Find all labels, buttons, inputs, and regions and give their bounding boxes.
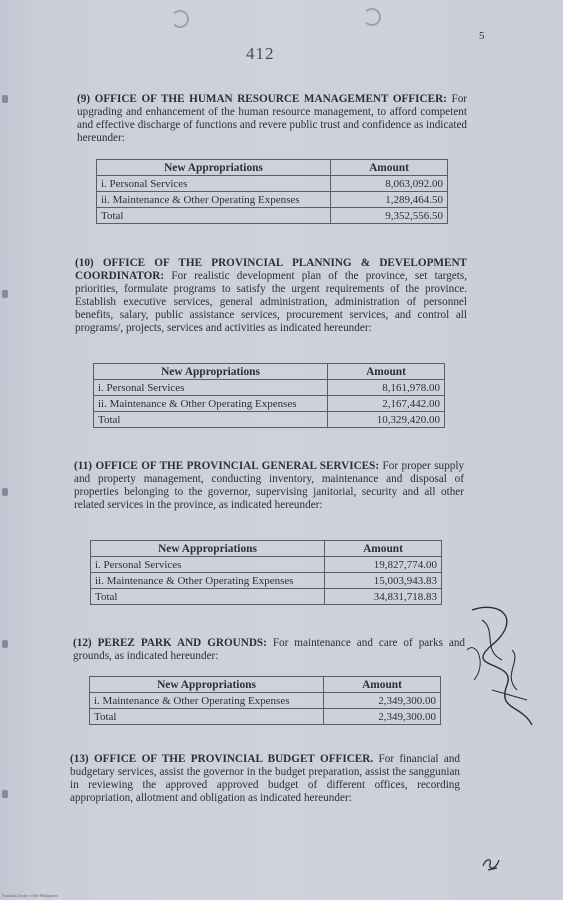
section-10 (75, 257, 467, 335)
binding-mark-icon (2, 290, 8, 298)
section-text: For upgrading and enhancement of the human resource management, to afford competent and effective discharge of functions and revere public trust and confidence as indicated hereunder: (77, 93, 468, 144)
section-12 (73, 637, 465, 663)
section-text: For maintenance and care of parks and grounds, as indicated hereunder: (73, 637, 466, 662)
punch-hole-icon (171, 10, 189, 28)
binding-mark-icon (2, 488, 8, 496)
table-row: Total 9,352,556.50 (97, 208, 448, 224)
appropriations-table (96, 159, 448, 224)
table-row: ii. Maintenance & Other Operating Expenses 15,003,943.83 (91, 573, 442, 589)
column-header: New Appropriations (90, 677, 324, 693)
table-row: i. Personal Services 8,063,092.00 (97, 176, 448, 192)
binding-mark-icon (2, 640, 8, 648)
section-title: OFFICE OF THE PROVINCIAL PLANNING & DEVELOPMENT COORDINATOR: (75, 257, 467, 282)
initial-mark-icon (480, 852, 502, 874)
table-row: ii. Maintenance & Other Operating Expenses 1,289,464.50 (97, 192, 448, 208)
section-text: For proper supply and property management, conducting inventory, maintenance and disposal of properties belonging to the governor, supervising janitorial, security and all other related services in the province, as indicated hereunder: (74, 460, 465, 511)
section-title: OFFICE OF THE PROVINCIAL GENERAL SERVICES: (95, 460, 380, 472)
section-11 (74, 460, 464, 512)
page-number: 5 (479, 30, 485, 42)
column-header: Amount (325, 541, 442, 557)
appropriations-table (89, 676, 441, 725)
column-header: New Appropriations (91, 541, 325, 557)
section-9 (77, 93, 467, 145)
section-13 (70, 753, 460, 805)
column-header: Amount (324, 677, 441, 693)
binding-mark-icon (2, 95, 8, 103)
section-number: (9) (77, 93, 91, 105)
column-header: New Appropriations (97, 160, 331, 176)
punch-hole-icon (363, 8, 381, 26)
table-row: Total 2,349,300.00 (90, 709, 441, 725)
section-number: (13) (70, 753, 89, 765)
footer-text: National Library of the Philippines (2, 893, 58, 898)
stamped-number: 412 (246, 44, 275, 63)
section-text: For realistic development plan of the province, set targets, priorities, formulate programs to satisfy the urgent requirements of the province. Establish executive services, general administration, administration of personnel benefits, salary, public assistance services, procurement services, and control all programs/, projects, services and activities as indicated hereunder: (75, 270, 468, 334)
section-number: (10) (75, 257, 94, 269)
table-row: Total 34,831,718.83 (91, 589, 442, 605)
column-header: Amount (331, 160, 448, 176)
signature-icon (462, 590, 540, 730)
table-row: i. Personal Services 19,827,774.00 (91, 557, 442, 573)
section-number: (11) (74, 460, 93, 472)
appropriations-table (90, 540, 442, 605)
column-header: Amount (328, 364, 445, 380)
column-header: New Appropriations (94, 364, 328, 380)
binding-mark-icon (2, 790, 8, 798)
table-row: Total 10,329,420.00 (94, 412, 445, 428)
appropriations-table (93, 363, 445, 428)
section-number: (12) (73, 637, 92, 649)
table-row: ii. Maintenance & Other Operating Expenses 2,167,442.00 (94, 396, 445, 412)
section-title: OFFICE OF THE PROVINCIAL BUDGET OFFICER. (93, 753, 374, 765)
table-row: i. Personal Services 8,161,978.00 (94, 380, 445, 396)
section-title: OFFICE OF THE HUMAN RESOURCE MANAGEMENT OFFICER: (94, 93, 447, 105)
section-title: PEREZ PARK AND GROUNDS: (97, 637, 267, 649)
table-row: i. Maintenance & Other Operating Expenses 2,349,300.00 (90, 693, 441, 709)
section-text: For financial and budgetary services, assist the governor in the budget preparation, assist the sanggunian in reviewing the approved approved budget of different offices, recording appropriation, allotment and obligation as indicated hereunder: (70, 753, 461, 804)
